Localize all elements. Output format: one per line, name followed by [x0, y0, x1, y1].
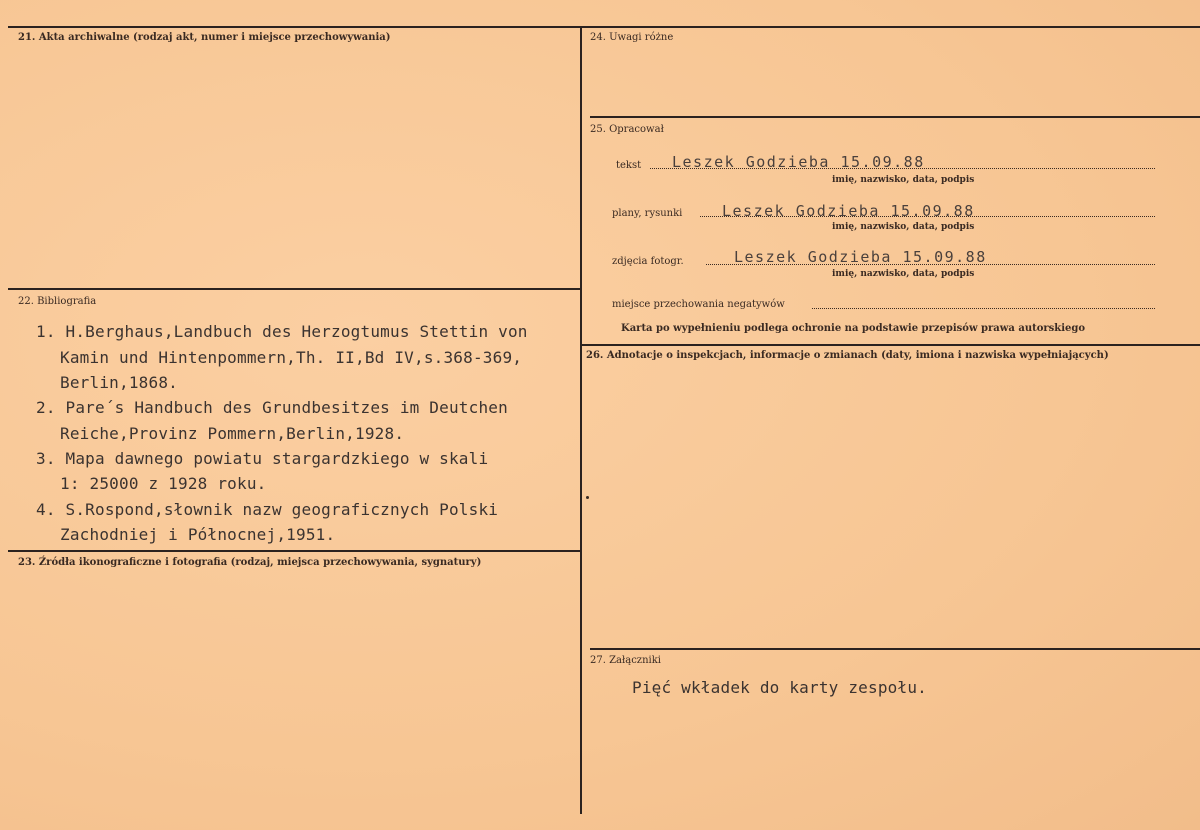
copyright-notice: Karta po wypełnieniu podlega ochronie na podstawie przepisów prawa autorskiego — [621, 323, 1086, 334]
bibliography-line-4: 2. Pare´s Handbuch des Grundbesitzes im Deutchen — [36, 398, 508, 417]
section-22-label: 22. Bibliografia — [18, 296, 97, 307]
section-27-label: 27. Załączniki — [590, 655, 661, 666]
bibliography-line-6: 3. Mapa dawnego powiatu stargardzkiego w skali — [36, 449, 489, 468]
divider-25-26 — [582, 344, 1200, 346]
bibliography-line-8: 4. S.Rospond,słownik nazw geograficznych Polski — [36, 500, 499, 519]
bibliography-line-2: Kamin und Hintenpommern,Th. II,Bd IV,s.368-369, — [60, 348, 523, 367]
bibliography-line-7: 1: 25000 z 1928 roku. — [60, 474, 267, 493]
zdjecia-caption: imię, nazwisko, data, podpis — [832, 269, 975, 279]
section-23-label: 23. Źródła ikonograficzne i fotografia (rodzaj, miejsca przechowywania, sygnatury) — [18, 557, 482, 568]
divider-26-27 — [590, 648, 1200, 650]
bibliography-line-3: Berlin,1868. — [60, 373, 178, 392]
bibliography-line-1: 1. H.Berghaus,Landbuch des Herzogtumus Stettin von — [36, 322, 528, 341]
plany-label: plany, rysunki — [612, 208, 683, 219]
negatives-line — [812, 308, 1155, 309]
center-divider — [580, 26, 582, 814]
top-border — [8, 26, 1200, 28]
plany-value: Leszek Godzieba 15.09.88 — [722, 202, 975, 220]
section-24-label: 24. Uwagi różne — [590, 32, 674, 43]
tekst-label: tekst — [616, 160, 642, 171]
plany-caption: imię, nazwisko, data, podpis — [832, 222, 975, 232]
divider-24-25 — [590, 116, 1200, 118]
section-26-label: 26. Adnotacje o inspekcjach, informacje o zmianach (daty, imiona i nazwiska wypełniających) — [586, 350, 1109, 361]
ink-dot — [586, 496, 589, 499]
section-25-label: 25. Opracował — [590, 124, 664, 135]
zdjecia-label: zdjęcia fotogr. — [612, 256, 684, 267]
zdjecia-value: Leszek Godzieba 15.09.88 — [734, 248, 987, 266]
tekst-caption: imię, nazwisko, data, podpis — [832, 175, 975, 185]
tekst-value: Leszek Godzieba 15.09.88 — [672, 153, 925, 171]
bibliography-line-5: Reiche,Provinz Pommern,Berlin,1928. — [60, 424, 405, 443]
section-21-label: 21. Akta archiwalne (rodzaj akt, numer i miejsce przechowywania) — [18, 32, 391, 43]
divider-21-22 — [8, 288, 580, 290]
divider-22-23 — [8, 550, 580, 552]
bibliography-line-9: Zachodniej i Północnej,1951. — [60, 525, 336, 544]
negatives-label: miejsce przechowania negatywów — [612, 299, 785, 310]
attachments-text: Pięć wkładek do karty zespołu. — [632, 678, 927, 697]
